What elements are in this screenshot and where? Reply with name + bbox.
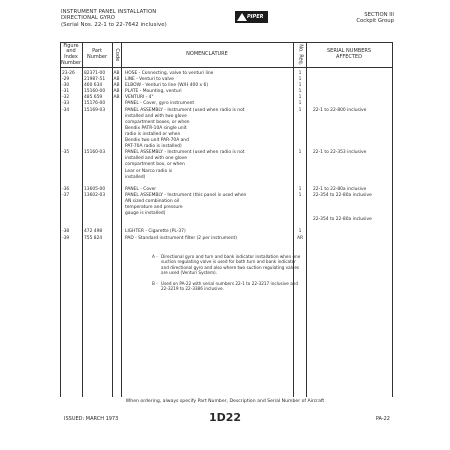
part-number-cell: 15169-03	[84, 107, 106, 113]
part-number-cell: 15160-03	[84, 150, 106, 156]
quantity-cell: 1	[298, 83, 302, 89]
table-row	[0, 236, 450, 242]
figure-index-cell: -31	[62, 89, 70, 95]
ordering-note: When ordering, always specify Part Number, Description and Serial Number of Aircraft	[125, 399, 325, 404]
page-number: 1D22	[208, 411, 242, 424]
nomenclature-cell: PANEL ASSEMBLY - Instrument (this panel is used when	[125, 192, 247, 198]
quantity-cell: 1	[298, 186, 302, 192]
nomenclature-cell: Bendix two unit PAR-70A and	[125, 138, 189, 144]
section-line: Cockpit Group	[356, 18, 394, 25]
piper-logo	[235, 11, 268, 23]
figure-index-cell: -38	[62, 229, 70, 235]
header-text: and	[66, 48, 76, 55]
nomenclature-cell: LIGHTER - Cigarette (PL-37)	[125, 229, 186, 235]
nomenclature-cell: installed)	[125, 174, 146, 180]
nomenclature-cell: Bendix PATR-10A single unit	[125, 125, 187, 131]
quantity-cell: 1	[298, 150, 302, 156]
code-cell: AB	[113, 77, 120, 83]
part-number-cell: 15160-00	[84, 89, 106, 95]
note-label: A -	[152, 254, 158, 259]
part-number-cell: 21987-51	[84, 77, 106, 83]
nomenclature-cell: PANEL ASSEMBLY - Instrument (used when radio is not	[125, 150, 245, 156]
figure-index-cell: -36	[62, 186, 70, 192]
nomenclature-cell: PANEL ASSEMBLY - Instrument (used when radio is not	[125, 107, 245, 113]
note-label: B -	[152, 280, 158, 286]
header-text: AFFECTED	[336, 54, 362, 60]
quantity-cell: 1	[298, 107, 302, 113]
note-text: Directional gyro and turn and bank indicator installation when one suction regulating valve is used for both turn and bank indicator and directional gyro and also where two suction regulating valves are used (Venturi System).	[161, 254, 301, 276]
nomenclature-cell: temperature and pressure	[125, 205, 183, 211]
nomenclature-cell: installed and with two glove	[125, 113, 187, 119]
nomenclature-cell: PANEL - Cover, gyro instrument	[125, 101, 195, 107]
note-text: Used on PA-22 with serial numbers 22-1 to 22-3217 inclusive and 22-3219 to 22-3386 inclusive.	[161, 280, 299, 292]
nomenclature-cell: PLATE - Mounting, venturi	[125, 89, 182, 95]
quantity-cell: 1	[298, 192, 302, 198]
issue-date: ISSUED: MARCH 1973	[64, 416, 119, 422]
nomenclature-cell: ELBOW - Venturi to line (W/H 400 x 6)	[125, 83, 209, 89]
header-text: NOMENCLATURE	[186, 51, 228, 58]
section-label	[356, 12, 394, 25]
nomenclature-cell: HOSE - Connecting, valve to venturi line	[125, 71, 214, 76]
nomenclature-cell: PAD - Standard instrument filter (2 per instrument)	[125, 235, 237, 241]
column-header-part	[82, 42, 112, 68]
quantity-cell: 1	[298, 71, 302, 76]
part-number-cell: 82371-00	[84, 71, 106, 76]
note-item	[152, 254, 302, 276]
nomenclature-cell: PANEL - Cover	[125, 186, 157, 192]
nomenclature-cell: AN sized combination oil	[125, 198, 180, 204]
serial-numbers-cell: 22-354 to 22-80a inclusive	[313, 217, 372, 223]
document-title	[61, 9, 167, 28]
header-text: Number	[86, 54, 108, 60]
nomenclature-cell: VENTURI - 4"	[125, 95, 154, 101]
quantity-cell: 1	[298, 77, 302, 83]
serial-numbers-cell: 22-1 to 22-353 inclusive	[313, 150, 367, 156]
nomenclature-cell: radio is installed or when	[125, 131, 181, 137]
part-number-cell: 485 659	[84, 95, 103, 101]
header-text: No. Req.	[297, 44, 304, 66]
quantity-cell: 1	[298, 229, 302, 235]
column-header-code	[112, 42, 121, 68]
code-cell: AB	[113, 89, 120, 95]
part-number-cell: 460 634	[84, 83, 103, 89]
figure-index-cell: -33	[62, 101, 70, 107]
nomenclature-cell: gauge is installed)	[125, 211, 166, 217]
code-cell: AB	[113, 95, 120, 101]
nomenclature-cell: compartment box, or when	[125, 162, 185, 168]
figure-index-cell: -32	[62, 95, 70, 101]
quantity-cell: 1	[298, 89, 302, 95]
figure-index-cell: -30	[62, 83, 70, 89]
header-text: Part	[92, 48, 102, 55]
note-item	[152, 281, 302, 292]
header-text: Index	[64, 54, 78, 60]
figure-index-cell: -34	[62, 107, 70, 113]
quantity-cell: AR	[296, 235, 304, 241]
part-number-cell: 472 498	[84, 229, 103, 235]
figure-index-cell: 23-26	[62, 71, 75, 76]
header-text: Number	[60, 59, 82, 66]
figure-index-cell: -39	[62, 235, 70, 241]
column-header-req	[293, 42, 306, 68]
part-number-cell: 13602-03	[84, 192, 106, 198]
code-cell: AB	[113, 71, 120, 76]
figure-index-cell: -37	[62, 192, 70, 198]
serial-numbers-cell: 22-1 to 22-800 inclusive	[313, 107, 367, 113]
notes-section	[152, 254, 302, 296]
nomenclature-cell: compartment boxes, or when	[125, 119, 190, 125]
figure-index-cell: -35	[62, 150, 70, 156]
header-text: Code	[114, 48, 121, 62]
nomenclature-cell: Lear or Narco radio is	[125, 168, 173, 174]
quantity-cell: 1	[298, 95, 302, 101]
nomenclature-cell: installed and with one glove	[125, 156, 187, 162]
nomenclature-cell: PAT-70A radio is installed)	[125, 144, 182, 150]
column-header-nomenclature	[121, 42, 293, 68]
title-line: (Serial Nos. 22-1 to 22-7642 inclusive)	[61, 21, 167, 28]
page-reference: PA-22	[375, 416, 390, 422]
code-cell: AB	[113, 83, 120, 89]
title-line: INSTRUMENT PANEL INSTALLATION	[61, 9, 157, 15]
quantity-cell: 1	[298, 101, 302, 107]
column-header-figure	[60, 42, 82, 68]
section-line: SECTION III	[364, 12, 394, 18]
column-header-serial	[306, 42, 392, 68]
part-number-cell: 15176-00	[84, 101, 106, 107]
logo-text: PIPER	[247, 14, 264, 20]
header-text: SERIAL NUMBERS	[326, 48, 372, 55]
serial-numbers-cell: 22-354 to 22-80a inclusive	[313, 192, 372, 198]
figure-index-cell: -29	[62, 77, 70, 83]
nomenclature-cell: LINE - Venturi to valve	[125, 77, 174, 83]
header-text: Figure	[63, 42, 79, 49]
title-line: DIRECTIONAL GYRO	[61, 15, 116, 22]
parts-list	[0, 71, 450, 242]
serial-numbers-cell: 22-1 to 22-80a inclusive	[313, 186, 367, 192]
logo-mark-icon	[237, 13, 247, 21]
part-number-cell: 13605-00	[84, 186, 106, 192]
part-number-cell: 755 824	[84, 235, 103, 241]
